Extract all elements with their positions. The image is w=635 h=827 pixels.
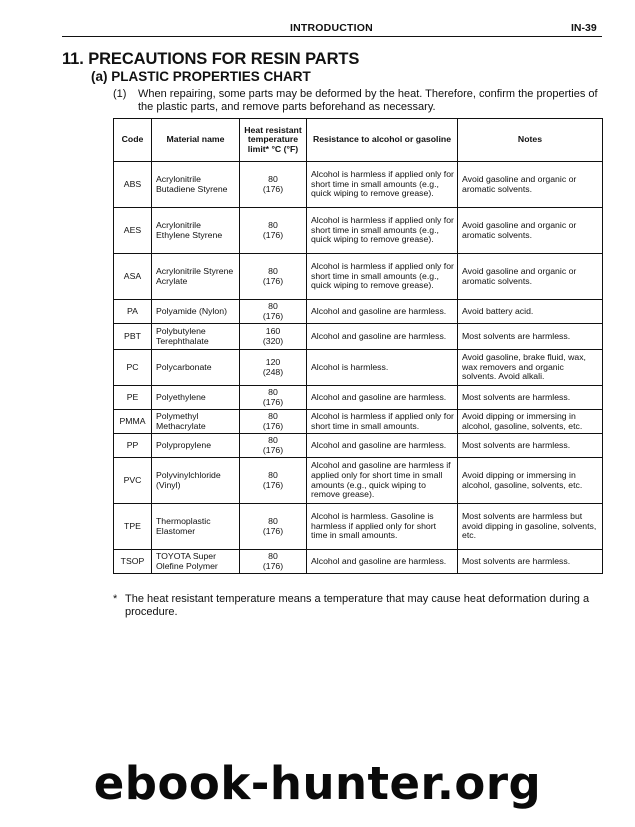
table-row <box>114 458 603 504</box>
table-row <box>114 504 603 550</box>
cell-resistance: Alcohol and gasoline are harmless. <box>307 550 458 574</box>
cell-resistance: Alcohol is harmless. <box>307 350 458 386</box>
cell-temperature <box>240 458 307 504</box>
temp-celsius: 80 <box>268 219 278 230</box>
temp-celsius: 160 <box>265 325 281 336</box>
table-row <box>114 324 603 350</box>
temp-fahrenheit: (176) <box>262 525 284 536</box>
cell-code: PMMA <box>114 410 152 434</box>
cell-temperature <box>240 208 307 254</box>
cell-notes: Avoid gasoline and organic or aromatic solvents. <box>458 208 603 254</box>
section-title: 11. PRECAUTIONS FOR RESIN PARTS <box>62 50 360 68</box>
cell-material-name: Polybutylene Terephthalate <box>152 324 240 350</box>
cell-notes: Avoid gasoline, brake fluid, wax, wax removers and organic solvents. Avoid alkali. <box>458 350 603 386</box>
temp-fahrenheit: (176) <box>262 444 284 455</box>
cell-temperature <box>240 434 307 458</box>
temp-fahrenheit: (176) <box>262 183 284 194</box>
cell-temperature <box>240 162 307 208</box>
footnote <box>113 593 608 618</box>
cell-notes: Most solvents are harmless. <box>458 386 603 410</box>
temp-celsius: 80 <box>268 434 278 445</box>
cell-resistance: Alcohol and gasoline are harmless. <box>307 324 458 350</box>
table-row <box>114 162 603 208</box>
cell-temperature <box>240 386 307 410</box>
cell-code: PC <box>114 350 152 386</box>
footnote-text: The heat resistant temperature means a temperature that may cause heat deformation during a procedure. <box>125 593 590 618</box>
table-row <box>114 410 603 434</box>
temp-fahrenheit: (176) <box>262 229 284 240</box>
cell-temperature <box>240 254 307 300</box>
cell-material-name: Polypropylene <box>152 434 240 458</box>
cell-resistance: Alcohol and gasoline are harmless if applied only for short time in small amounts (e.g., quick wiping to remove grease). <box>307 458 458 504</box>
cell-material-name: Acrylonitrile Butadiene Styrene <box>152 162 240 208</box>
temp-celsius: 80 <box>268 173 278 184</box>
table-row <box>114 208 603 254</box>
cell-notes: Avoid dipping or immersing in alcohol, gasoline, solvents, etc. <box>458 458 603 504</box>
cell-code: PVC <box>114 458 152 504</box>
header-divider <box>62 36 602 37</box>
cell-resistance: Alcohol is harmless if applied only for short time in small amounts (e.g., quick wiping to remove grease). <box>307 254 458 300</box>
cell-resistance: Alcohol and gasoline are harmless. <box>307 386 458 410</box>
temp-celsius: 80 <box>268 386 278 397</box>
cell-temperature <box>240 410 307 434</box>
cell-notes: Avoid battery acid. <box>458 300 603 324</box>
cell-resistance: Alcohol is harmless if applied only for short time in small amounts (e.g., quick wiping to remove grease). <box>307 208 458 254</box>
table-row <box>114 434 603 458</box>
cell-notes: Most solvents are harmless but avoid dipping in gasoline, solvents, etc. <box>458 504 603 550</box>
plastic-properties-table <box>113 118 603 574</box>
table-header-row <box>114 119 603 162</box>
cell-temperature <box>240 550 307 574</box>
cell-material-name: Polymethyl Methacrylate <box>152 410 240 434</box>
cell-code: ASA <box>114 254 152 300</box>
cell-temperature <box>240 350 307 386</box>
intro-number: (1) <box>113 88 127 100</box>
intro-text: When repairing, some parts may be deformed by the heat. Therefore, confirm the properties of the plastic parts, and remove parts beforehand as necessary. <box>138 88 598 113</box>
cell-temperature <box>240 300 307 324</box>
cell-notes: Avoid gasoline and organic or aromatic solvents. <box>458 162 603 208</box>
cell-code: TSOP <box>114 550 152 574</box>
temp-celsius: 120 <box>265 356 281 367</box>
temp-fahrenheit: (320) <box>262 335 284 346</box>
temp-celsius: 80 <box>268 265 278 276</box>
cell-notes: Most solvents are harmless. <box>458 324 603 350</box>
temp-fahrenheit: (176) <box>262 420 284 431</box>
intro-paragraph <box>113 88 603 113</box>
cell-code: PP <box>114 434 152 458</box>
temp-fahrenheit: (176) <box>262 310 284 321</box>
cell-temperature <box>240 324 307 350</box>
cell-material-name: Polyamide (Nylon) <box>152 300 240 324</box>
temp-fahrenheit: (176) <box>262 560 284 571</box>
cell-resistance: Alcohol is harmless. Gasoline is harmless if applied only for short time in small amounts. <box>307 504 458 550</box>
cell-resistance: Alcohol and gasoline are harmless. <box>307 300 458 324</box>
temp-celsius: 80 <box>268 300 278 311</box>
temp-celsius: 80 <box>268 515 278 526</box>
running-header-section: INTRODUCTION <box>290 22 373 34</box>
cell-code: PA <box>114 300 152 324</box>
cell-notes: Most solvents are harmless. <box>458 550 603 574</box>
cell-material-name: Polyvinylchloride (Vinyl) <box>152 458 240 504</box>
temp-fahrenheit: (176) <box>262 275 284 286</box>
watermark: ebook-hunter.org <box>93 757 542 810</box>
cell-resistance: Alcohol is harmless if applied only for short time in small amounts (e.g., quick wiping to remove grease). <box>307 162 458 208</box>
page-number: IN-39 <box>571 22 597 34</box>
table-body <box>114 162 603 574</box>
cell-resistance: Alcohol is harmless if applied only for short time in small amounts. <box>307 410 458 434</box>
cell-material-name: TOYOTA Super Olefine Polymer <box>152 550 240 574</box>
cell-temperature <box>240 504 307 550</box>
header-temperature: Heat resistant temperature limit* °C (°F) <box>240 119 307 162</box>
table-row <box>114 300 603 324</box>
header-material: Material name <box>152 119 240 162</box>
cell-code: PE <box>114 386 152 410</box>
cell-material-name: Polycarbonate <box>152 350 240 386</box>
cell-code: ABS <box>114 162 152 208</box>
cell-notes: Most solvents are harmless. <box>458 434 603 458</box>
cell-material-name: Thermoplastic Elastomer <box>152 504 240 550</box>
temp-fahrenheit: (248) <box>262 366 284 377</box>
subsection-title: (a) PLASTIC PROPERTIES CHART <box>91 69 311 84</box>
cell-code: PBT <box>114 324 152 350</box>
cell-material-name: Acrylonitrile Styrene Acrylate <box>152 254 240 300</box>
cell-resistance: Alcohol and gasoline are harmless. <box>307 434 458 458</box>
cell-code: AES <box>114 208 152 254</box>
cell-notes: Avoid dipping or immersing in alcohol, gasoline, solvents, etc. <box>458 410 603 434</box>
temp-celsius: 80 <box>268 469 278 480</box>
header-notes: Notes <box>458 119 603 162</box>
table-row <box>114 550 603 574</box>
temp-fahrenheit: (176) <box>262 479 284 490</box>
table-row <box>114 386 603 410</box>
cell-material-name: Acrylonitrile Ethylene Styrene <box>152 208 240 254</box>
header-resistance: Resistance to alcohol or gasoline <box>307 119 458 162</box>
temp-celsius: 80 <box>268 410 278 421</box>
table-row <box>114 350 603 386</box>
footnote-mark: * <box>113 593 118 605</box>
table-row <box>114 254 603 300</box>
header-code: Code <box>114 119 152 162</box>
cell-notes: Avoid gasoline and organic or aromatic solvents. <box>458 254 603 300</box>
temp-celsius: 80 <box>268 550 278 561</box>
cell-code: TPE <box>114 504 152 550</box>
temp-fahrenheit: (176) <box>262 396 284 407</box>
cell-material-name: Polyethylene <box>152 386 240 410</box>
